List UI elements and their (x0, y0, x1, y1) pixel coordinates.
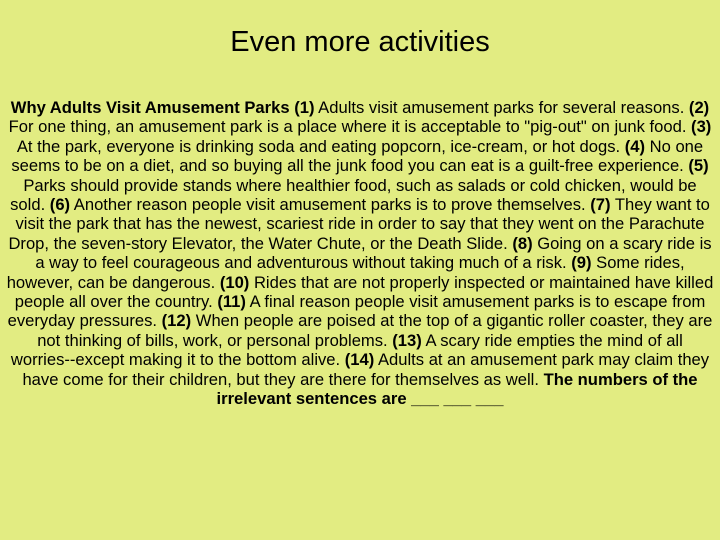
essay-heading: Why Adults Visit Amusement Parks (10, 98, 290, 117)
sentence-number: (14) (344, 350, 375, 370)
sentence-number: (13) (392, 330, 422, 350)
sentence-number: (3) (691, 117, 712, 137)
sentence-text: When people are poised at the top of a gigantic roller coaster, they are not thinking of bills, work, or personal problems. (37, 311, 713, 350)
sentence-text: They want to visit the park that has the newest, scariest ride in order to say that they went on the Parachute Drop, the seven-story Elevator, the Water Chute, or the Death Slide. (8, 195, 710, 253)
sentence-number: (7) (590, 195, 611, 215)
sentence-number: (1) (294, 98, 315, 117)
sentence-number: (8) (512, 233, 533, 253)
sentence-text: Parks should provide stands where healthier food, such as salads or cold chicken, would be sold. (10, 175, 697, 215)
sentence-text: Going on a scary ride is a way to feel courageous and adventurous without taking much of a risk. (35, 233, 712, 273)
sentence-text: Rides that are not properly inspected or maintained have killed people all over the country. (14, 272, 714, 312)
sentence-text: No one seems to be on a diet, and so buying all the junk food you can eat is a guilt-free experience. (11, 136, 704, 176)
sentence-text: A final reason people visit amusement parks is to escape from everyday pressures. (7, 292, 706, 331)
sentence-text: At the park, everyone is drinking soda and eating popcorn, ice-cream, or hot dogs. (16, 136, 625, 156)
sentence-number: (10) (219, 272, 250, 292)
sentence-number: (5) (688, 156, 709, 176)
sentence-text: Adults at an amusement park may claim they have come for their children, but they are there for themselves as well. (22, 350, 710, 389)
sentence-number: (2) (688, 98, 710, 117)
essay-paragraph (6, 98, 714, 409)
sentence-text: Adults visit amusement parks for several reasons. (314, 98, 689, 117)
sentence-number: (4) (624, 136, 646, 156)
sentence-number: (9) (571, 253, 592, 273)
sentence-text: Some rides, however, can be dangerous. (6, 253, 685, 292)
slide-title: Even more activities (230, 26, 490, 58)
sentence-text: For one thing, an amusement park is a place where it is acceptable to "pig-out" on junk food. (8, 117, 692, 137)
sentence-number: (11) (217, 292, 246, 312)
sentence-text: A scary ride empties the mind of all worries--except making it to the bottom alive. (10, 330, 683, 370)
sentence-number: (12) (161, 311, 192, 331)
essay-sentences (7, 98, 714, 389)
sentence-number: (6) (49, 195, 71, 215)
sentence-text: Another reason people visit amusement parks is to prove themselves. (70, 195, 591, 215)
question-prompt: The numbers of the irrelevant sentences are ___ ___ ___ (216, 369, 698, 409)
